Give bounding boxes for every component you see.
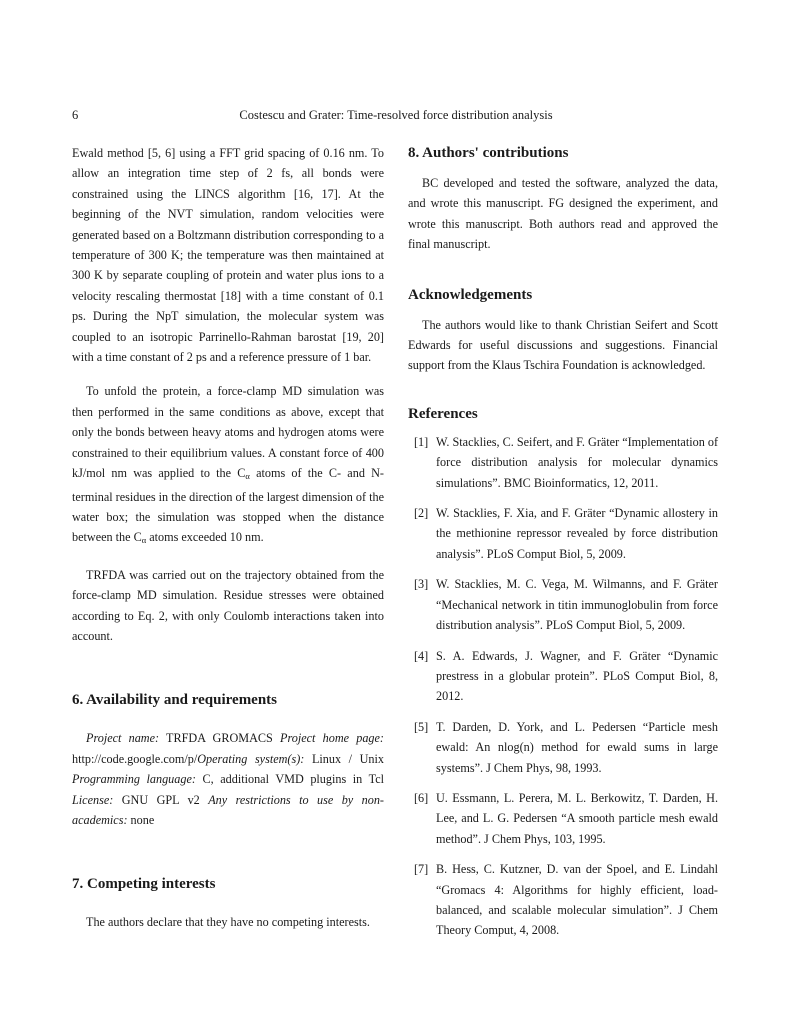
paragraph-contributions: BC developed and tested the software, analyzed the data, and wrote this manuscript. FG designed the experiment, and wrote this manuscript. Both authors read and approved the final manuscript. [408,176,718,252]
reference-item: [7] B. Hess, C. Kutzner, D. van der Spoel, and E. Lindahl “Gromacs 4: Algorithms for highly efficient, load-balanced, and scalable molecular simulation”. J Chem Theory Comput, 4, 2008. [414,862,718,938]
paragraph-competing: The authors declare that they have no competing interests. [86,915,370,930]
section-availability-heading: 6. Availability and requirements [72,692,278,709]
section-acknowledgements-heading: Acknowledgements [408,286,533,303]
section-references-heading: References [408,405,478,422]
section-competing-heading: 7. Competing interests [72,876,216,893]
paragraph-trfda: TRFDA was carried out on the trajectory obtained from the force-clamp MD simulation. Residue stresses were obtained according to Eq. 2, with only Coulomb interactions taken into account. [72,567,384,643]
left-column [72,143,384,933]
paragraph-acknowledgements: The authors would like to thank Christian Seifert and Scott Edwards for useful discussions and suggestions. Financial support from the Klaus Tschira Foundation is acknowledged. [408,317,718,373]
reference-item: [4] S. A. Edwards, J. Wagner, and F. Gräter “Dynamic prestress in a globular protein”. PLoS Comput Biol, 8, 2012. [414,648,718,704]
reference-item: [2] W. Stacklies, F. Xia, and F. Gräter “Dynamic allostery in the methionine repressor revealed by force distribution analysis”. PLoS Comput Biol, 5, 2009. [414,506,718,561]
reference-item: [1] W. Stacklies, C. Seifert, and F. Gräter “Implementation of force distribution analysis for molecular dynamics simulations”. BMC Bioinformatics, 12, 2011. [414,434,718,490]
reference-item: [3] W. Stacklies, M. C. Vega, M. Wilmanns, and F. Gräter “Mechanical network in titin immunoglobulin from force distribution analysis”. PLoS Comput Biol, 5, 2009. [414,577,718,633]
reference-item: [5] T. Darden, D. York, and L. Pedersen “Particle mesh ewald: An nlog(n) method for ewald sums in large systems”. J Chem Phys, 98, 1993. [414,719,718,775]
page-number: 6 [72,108,79,122]
right-column [408,143,718,941]
reference-item: [6] U. Essmann, L. Perera, M. L. Berkowitz, T. Darden, H. Lee, and L. G. Pedersen “A smooth particle mesh ewald method”. J Chem Phys, 103, 1995. [414,790,718,846]
section-contributions-heading: 8. Authors' contributions [408,145,569,161]
paragraph-ewald: Ewald method [5, 6] using a FFT grid spacing of 0.16 nm. To allow an integration time step of 2 fs, all bonds were constrained using the LINCS algorithm [16, 17]. At the beginning of the NVT simulation, random velocities were generated based on a Boltzmann distribution corresponding to a temperature of 300 K; the temperature was then maintained at 300 K by separate coupling of protein and water plus ions to a velocity rescaling thermostat [18] with a time constant of 0.1 ps. During the NpT simulation, the molecular system was coupled to an isotropic Parrinello-Rahman barostat [19, 20] with a time constant of 2 ps and a reference pressure of 1 bar. [72,146,384,365]
running-title: Costescu and Grater: Time-resolved force distribution analysis [239,108,553,122]
page-header [72,108,720,124]
paragraph-force-clamp: To unfold the protein, a force-clamp MD simulation was then performed in the same conditions as above, except that only the bonds between heavy atoms and hydrogen atoms were constrained to their equilibrium values. A constant force of 400 kJ/mol nm was applied to the $C_\alpha$ atoms of the C- and N-terminal residues in the direction of the largest dimension of the water box; the simulation was stopped when the distance between the $C_\alpha$ atoms exceeded 10 nm. [72,384,384,546]
paragraph-availability: Project name: TRFDA GROMACS Project home page: http://code.google.com/p/Operating system(s): Linux / Unix Programming language: C, additional VMD plugins in Tcl License: GNU GPL v2 Any restrictions to use by non-academics: none [72,731,385,827]
